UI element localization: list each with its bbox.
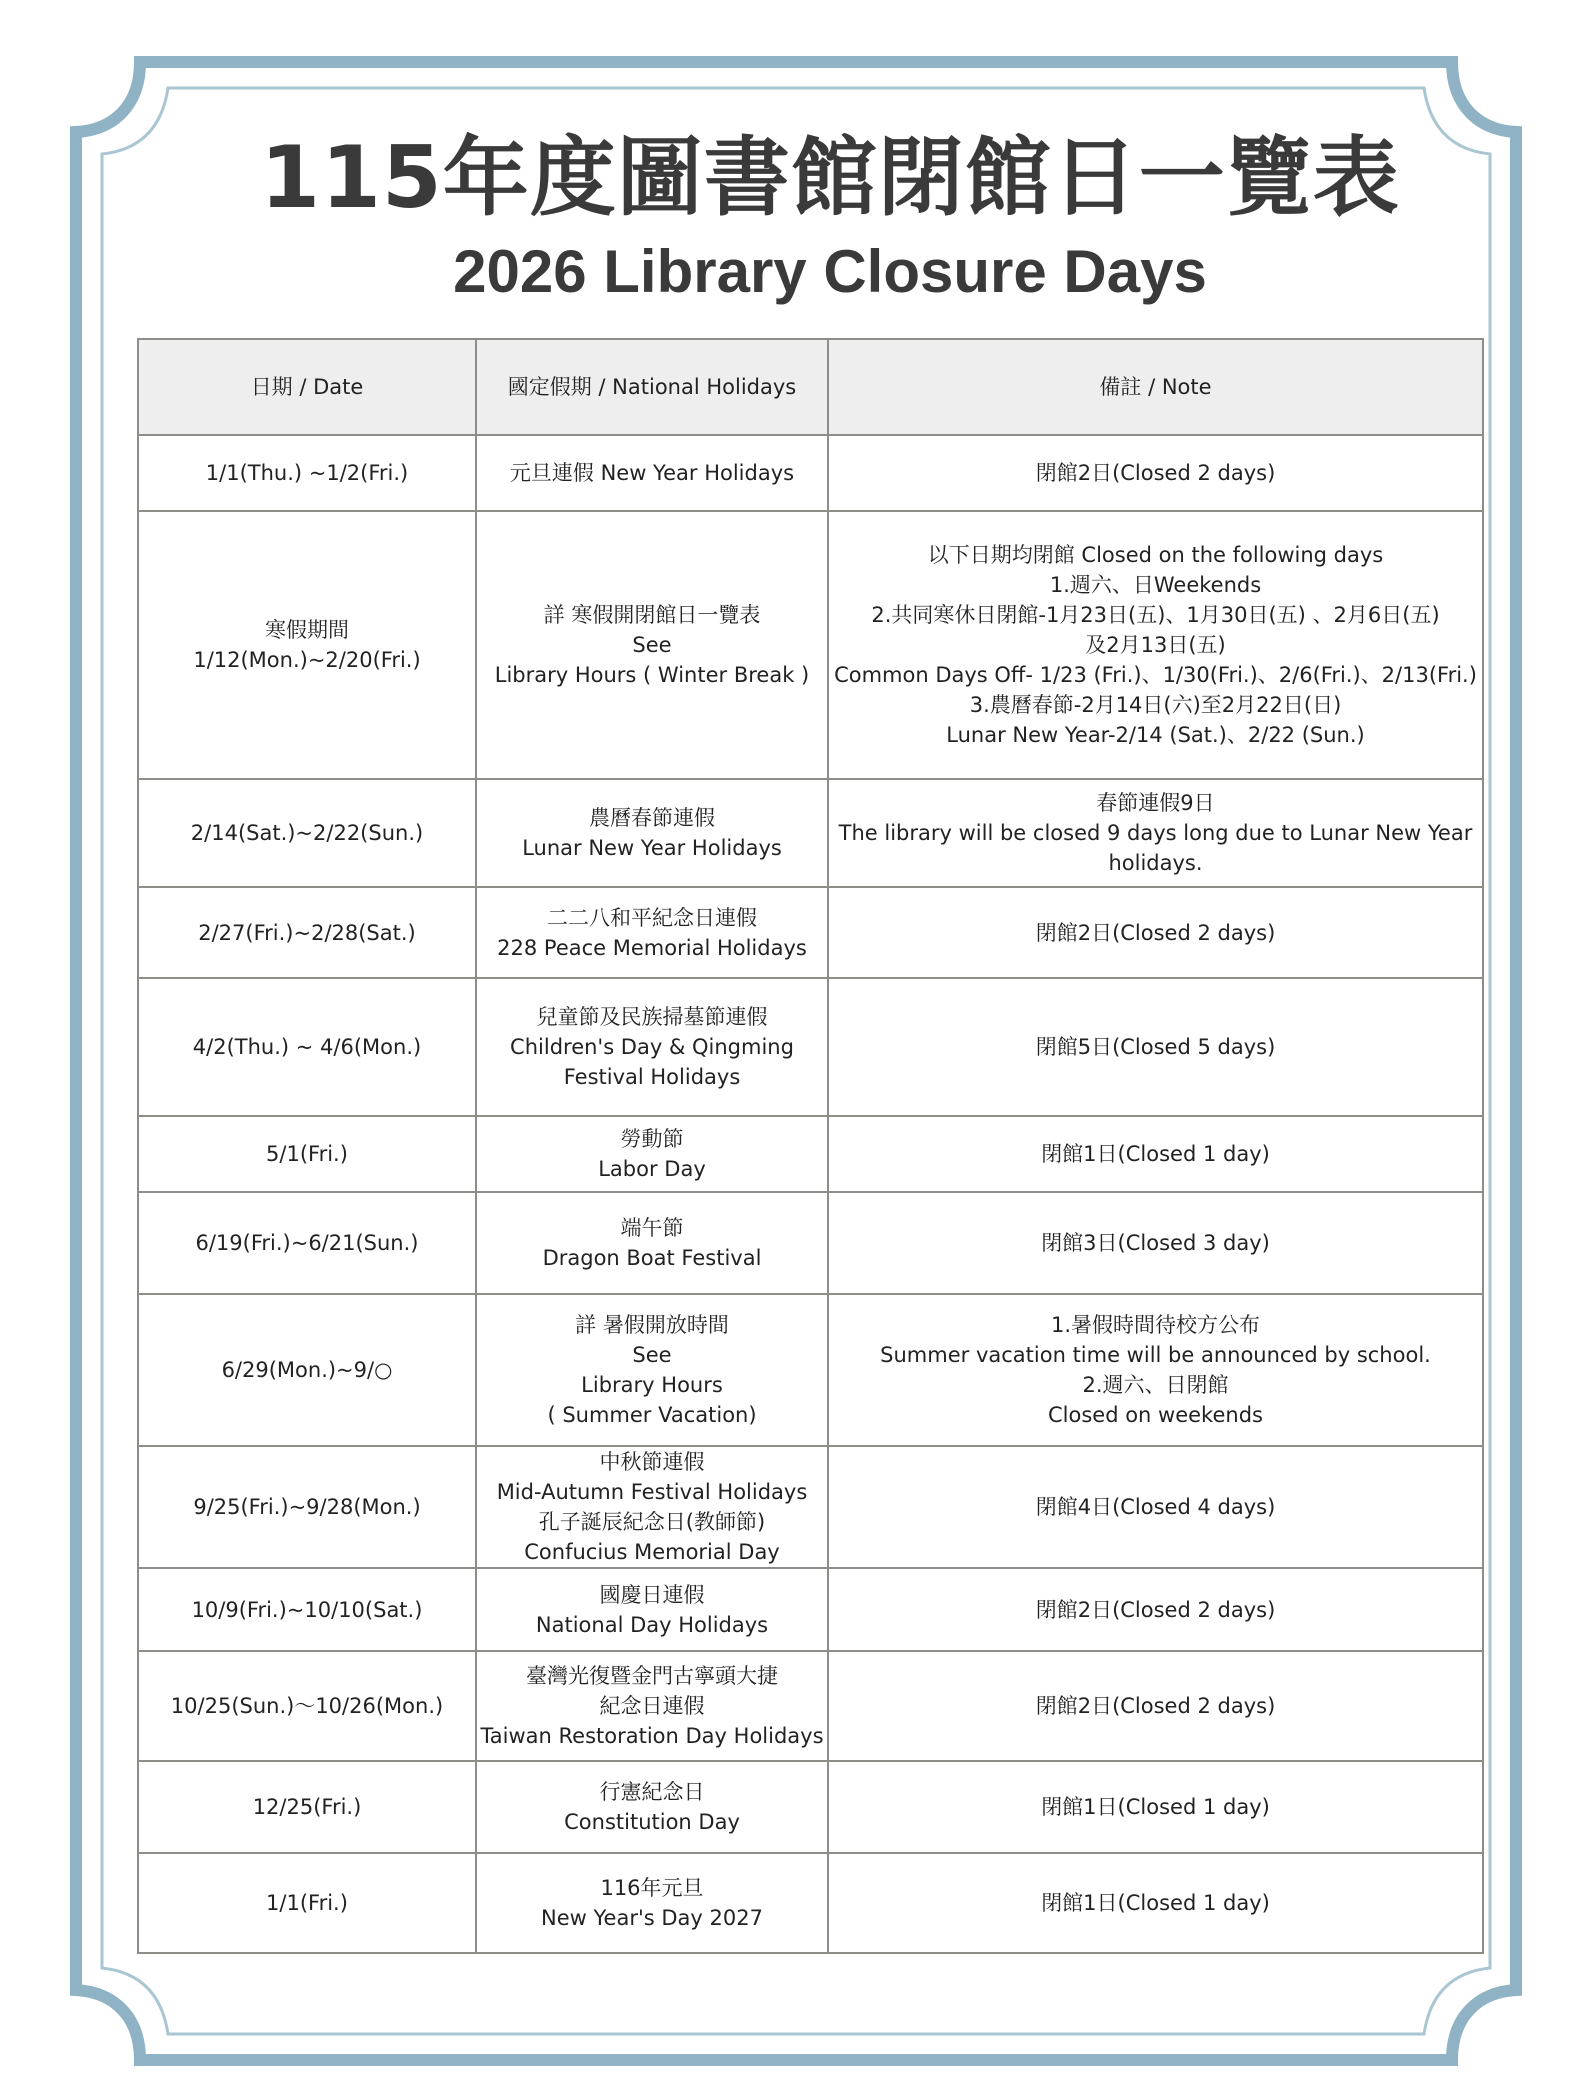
cell-line: New Year's Day 2027 (541, 1906, 763, 1930)
cell-line: National Day Holidays (535, 1612, 769, 1637)
cell-holiday (476, 1761, 828, 1853)
cell-line: 6/19(Fri.)~6/21(Sun.) (195, 1231, 419, 1255)
cell-line: 閉館1日(Closed 1 day) (1041, 1142, 1270, 1166)
cell-line: Confucius Memorial Day (524, 1540, 780, 1564)
cell-date (138, 1853, 476, 1953)
cell-note (828, 1568, 1483, 1651)
cell-line: 閉館2日(Closed 2 days) (1035, 920, 1276, 945)
cell-line: Constitution Day (564, 1810, 740, 1834)
cell-line: 寒假期間 (265, 618, 349, 642)
table-row (138, 1853, 1483, 1953)
cell-line: 中秋節連假 (599, 1450, 705, 1474)
cell-date (138, 1192, 476, 1294)
cell-date (138, 1568, 476, 1651)
cell-line: 閉館3日(Closed 3 day) (1041, 1231, 1270, 1255)
table-row (138, 1761, 1483, 1853)
cell-line: 詳 暑假開放時間 (575, 1313, 729, 1337)
cell-line: 228 Peace Memorial Holidays (497, 935, 807, 960)
cell-line: 1/12(Mon.)~2/20(Fri.) (193, 648, 421, 672)
cell-line: 行憲紀念日 (599, 1780, 705, 1804)
cell-line: Library Hours (581, 1373, 723, 1397)
cell-line: 元旦連假 New Year Holidays (509, 461, 795, 485)
cell-note (828, 887, 1483, 978)
cell-date (138, 779, 476, 887)
table-row (138, 435, 1483, 511)
cell-line: 詳 寒假開閉館日一覽表 (543, 603, 761, 627)
cell-line: 閉館2日(Closed 2 days) (1035, 461, 1276, 485)
cell-line: The library will be closed 9 days long due to Lunar New Year (838, 821, 1473, 845)
cell-line: 9/25(Fri.)~9/28(Mon.) (193, 1495, 421, 1519)
cell-note (828, 779, 1483, 887)
cell-holiday (476, 1192, 828, 1294)
cell-line: 4/2(Thu.) ~ 4/6(Mon.) (192, 1035, 422, 1059)
cell-line: 10/25(Sun.)～10/26(Mon.) (170, 1694, 444, 1718)
cell-note (828, 1651, 1483, 1761)
cell-line: 閉館4日(Closed 4 days) (1035, 1495, 1276, 1519)
cell-line: Dragon Boat Festival (542, 1246, 762, 1270)
cell-line: 閉館2日(Closed 2 days) (1035, 1694, 1276, 1718)
cell-date (138, 978, 476, 1116)
cell-line: 閉館5日(Closed 5 days) (1035, 1035, 1276, 1059)
cell-date (138, 1651, 476, 1761)
page-title: 115年度圖書館閉館日一覽表 (260, 128, 1400, 228)
closure-table (137, 338, 1484, 1954)
cell-line: 勞動節 (620, 1127, 684, 1151)
cell-date (138, 1116, 476, 1192)
cell-holiday (476, 978, 828, 1116)
cell-holiday (476, 1294, 828, 1446)
cell-line: 2.共同寒休日閉館-1月23日(五)、1月30日(五) 、2月6日(五) (871, 603, 1440, 627)
cell-line: 紀念日連假 (599, 1694, 705, 1718)
table-row (138, 1294, 1483, 1446)
header-date: 日期 / Date (138, 339, 476, 435)
cell-holiday (476, 1116, 828, 1192)
table-row (138, 1568, 1483, 1651)
cell-holiday (476, 1853, 828, 1953)
cell-date (138, 1294, 476, 1446)
table-row (138, 978, 1483, 1116)
page-subtitle: 2026 Library Closure Days (453, 238, 1207, 305)
table-row (138, 887, 1483, 978)
cell-line: 1.暑假時間待校方公布 (1050, 1313, 1261, 1337)
cell-line: 10/9(Fri.)~10/10(Sat.) (191, 1597, 423, 1622)
cell-date (138, 1761, 476, 1853)
cell-note (828, 435, 1483, 511)
cell-line: 閉館2日(Closed 2 days) (1035, 1597, 1276, 1622)
cell-line: holidays. (1108, 851, 1203, 875)
header-row (138, 339, 1483, 435)
cell-line: 二二八和平紀念日連假 (547, 905, 757, 930)
cell-line: Lunar New Year-2/14 (Sat.)、2/22 (Sun.) (946, 723, 1365, 747)
cell-line: 116年元旦 (600, 1876, 704, 1900)
cell-line: 2/14(Sat.)~2/22(Sun.) (190, 821, 424, 845)
cell-holiday (476, 779, 828, 887)
cell-line: 春節連假9日 (1096, 791, 1215, 815)
cell-holiday (476, 1568, 828, 1651)
cell-date (138, 1446, 476, 1568)
cell-line: 國慶日連假 (599, 1582, 705, 1607)
cell-line: Common Days Off- 1/23 (Fri.)、1/30(Fri.)、2/6(Fri.)、2/13(Fri.) (834, 663, 1477, 687)
cell-holiday (476, 435, 828, 511)
cell-line: Summer vacation time will be announced by school. (880, 1343, 1431, 1367)
cell-line: 農曆春節連假 (589, 806, 715, 830)
cell-line: See (632, 1343, 672, 1367)
cell-line: 兒童節及民族掃墓節連假 (536, 1005, 768, 1029)
cell-note (828, 511, 1483, 779)
cell-holiday (476, 887, 828, 978)
cell-line: 1.週六、日Weekends (1049, 573, 1262, 597)
cell-line: Children's Day & Qingming (510, 1035, 794, 1059)
cell-line: 6/29(Mon.)~9/○ (221, 1358, 393, 1382)
cell-line: ( Summer Vacation) (547, 1403, 757, 1427)
cell-holiday (476, 1446, 828, 1568)
cell-line: 1/1(Thu.) ~1/2(Fri.) (205, 461, 409, 485)
cell-line: Lunar New Year Holidays (522, 836, 782, 860)
cell-note (828, 1116, 1483, 1192)
cell-line: 以下日期均閉館 Closed on the following days (927, 543, 1384, 567)
cell-line: 端午節 (620, 1216, 684, 1240)
cell-line: 2.週六、日閉館 (1082, 1373, 1229, 1397)
table-row (138, 1446, 1483, 1568)
cell-line: Library Hours ( Winter Break ) (494, 663, 810, 687)
cell-line: 12/25(Fri.) (252, 1795, 362, 1819)
cell-note (828, 978, 1483, 1116)
header-note: 備註 / Note (828, 339, 1483, 435)
cell-line: 臺灣光復暨金門古寧頭大捷 (526, 1664, 778, 1688)
cell-date (138, 887, 476, 978)
cell-line: Festival Holidays (563, 1065, 741, 1089)
cell-line: 2/27(Fri.)~2/28(Sat.) (198, 920, 416, 945)
cell-line: 5/1(Fri.) (266, 1142, 348, 1166)
table-row (138, 1192, 1483, 1294)
cell-line: 及2月13日(五) (1085, 633, 1226, 657)
cell-line: Mid-Autumn Festival Holidays (496, 1480, 808, 1504)
cell-line: Taiwan Restoration Day Holidays (480, 1724, 824, 1748)
table-row (138, 511, 1483, 779)
table-row (138, 1116, 1483, 1192)
cell-note (828, 1192, 1483, 1294)
cell-line: Closed on weekends (1048, 1403, 1263, 1427)
cell-line: 閉館1日(Closed 1 day) (1041, 1795, 1270, 1819)
cell-line: 閉館1日(Closed 1 day) (1041, 1891, 1270, 1915)
table-body (138, 435, 1483, 1953)
cell-note (828, 1446, 1483, 1568)
cell-note (828, 1294, 1483, 1446)
cell-holiday (476, 1651, 828, 1761)
cell-holiday (476, 511, 828, 779)
cell-line: 3.農曆春節-2月14日(六)至2月22日(日) (969, 693, 1342, 717)
header-holiday: 國定假期 / National Holidays (476, 339, 828, 435)
cell-note (828, 1761, 1483, 1853)
table-row (138, 1651, 1483, 1761)
cell-date (138, 511, 476, 779)
cell-date (138, 435, 476, 511)
table-row (138, 779, 1483, 887)
cell-line: See (632, 633, 672, 657)
cell-line: 1/1(Fri.) (266, 1891, 348, 1915)
cell-line: Labor Day (598, 1157, 706, 1181)
cell-line: 孔子誕辰紀念日(教師節) (538, 1510, 766, 1534)
cell-note (828, 1853, 1483, 1953)
